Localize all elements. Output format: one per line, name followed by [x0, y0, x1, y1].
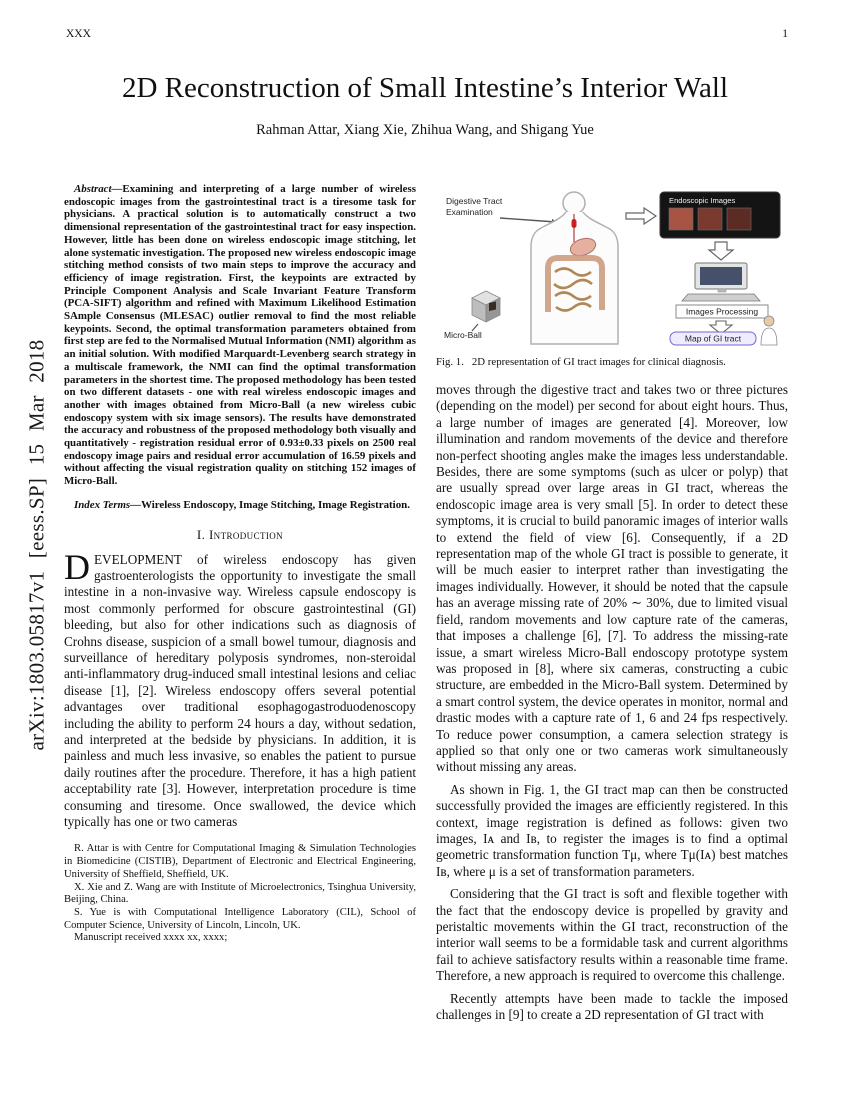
- images-processing-label: Images Processing: [685, 306, 759, 317]
- footnote: S. Yue is with Computational Intelligence Laboratory (CIL), School of Computer Science, University of Lincoln, Lincoln, UK.: [64, 907, 416, 931]
- author-footnotes: [64, 843, 416, 945]
- right-column: [436, 188, 788, 1029]
- figure-1-caption-text: 2D representation of GI tract images for clinical diagnosis.: [471, 356, 726, 368]
- arrow-down-icon: [709, 242, 733, 260]
- body-paragraph: As shown in Fig. 1, the GI tract map can then be constructed successfully provided the images are efficiently registered. In this context, image registration is defined as follows: given two images, Iᴀ and Iʙ, to register the images is to find a optimal geometric transformation function Tμ, where Tμ(Iᴀ) best matches Iʙ, where μ is a set of transformation parameters.: [436, 781, 788, 879]
- map-of-gi-tract-box: [670, 332, 756, 345]
- capsule-icon: [572, 219, 577, 228]
- paper-title: 2D Reconstruction of Small Intestine’s Interior Wall: [121, 72, 728, 104]
- index-terms-label: Index Terms—: [74, 498, 142, 511]
- figure-1-caption: [436, 356, 788, 368]
- abstract-label: Abstract—: [74, 183, 123, 195]
- images-processing-label-box: [676, 305, 768, 318]
- section-heading-introduction: I. Introduction: [196, 526, 284, 542]
- endoscopic-images-label: Endoscopic Images: [669, 196, 736, 205]
- drop-cap: D: [64, 546, 90, 587]
- endoscopy-thumbnail: [698, 208, 722, 230]
- abstract-paragraph: [64, 183, 416, 488]
- footnote: Manuscript received xxxx xx, xxxx;: [74, 932, 228, 944]
- human-body-outline: [531, 192, 618, 344]
- intro-paragraph: [64, 546, 416, 831]
- footnote: X. Xie and Z. Wang are with Institute of Microelectronics, Tsinghua University, Beijing, China.: [64, 881, 416, 906]
- index-terms-paragraph: [64, 499, 416, 512]
- endoscopy-thumbnail: [669, 208, 693, 230]
- footnote: R. Attar is with Centre for Computational Imaging & Simulation Technologies in Biomedicine (CISTIB), Department of Electronic and Electrical Engineering, University of Sheffield, Sheffield, UK.: [64, 843, 416, 880]
- map-of-gi-tract-label: Map of GI tract: [684, 333, 742, 344]
- running-head-left: XXX: [66, 28, 91, 40]
- endoscopy-thumbnail: [727, 208, 751, 230]
- digestive-tract-label: Digestive Tract: [446, 196, 503, 206]
- left-column: [64, 183, 416, 945]
- body-paragraph: Considering that the GI tract is soft and flexible together with the fact that the endoscopy device is propelled by gravity and peristaltic movements within the GI tract, reconstruction of the interior wall seems to be a formidable task and current algorithms fail to achieve satisfactory results within a reasonable time frame. Therefore, a new approach is required to overcome this challenge.: [436, 886, 788, 984]
- arrow-right-icon: [626, 208, 656, 224]
- figure-1-tag: Fig. 1.: [436, 356, 464, 368]
- running-header: [66, 28, 788, 40]
- body-paragraph: moves through the digestive tract and takes two or three pictures (depending on the model) per second for about eight hours. Thus, a large number of images are generated [4]. Moreover, low illumination and random movements of the device and therefore non-perfect shooting angles make the images less understandable. Besides, there are some symptoms (such as ulcer or polyp) that are usually spread over large areas in GI tract, whereas the endoscopic image area is very small [5]. In order to detect these symptoms, it is crucial to build panoramic images of interior walls to extend the field of view [6]. Consequently, if a 2D representation map of the whole GI tract is possible to generate, it will be much easier to interpret rather than investigating the images individually. However, it should be noted that the capsule has an average missing rate of 20% ∼ 30%, due to limited visual field, random movements and low capture rate of the cameras, that imposes a challenge [6], [7]. To address the missing-rate issue, a smart wireless Micro-Ball endoscopy prototype system was proposed in [8], where six cameras, constructing a cubic structure, are embedded in the Micro-Ball system. Determined by a smart control system, the device operates in monitor, normal and drastic modes with a capture rate of 1, 6 and 24 fps respectively. To reduce power consumption, a camera selection strategy is applied so that only one or two cameras work simultaneously without missing any areas.: [436, 382, 788, 775]
- intro-text: EVELOPMENT of wireless endoscopy has given gastroenterologists the opportunity to investigate the small intestine in a non-invasive way. Wireless capsule endoscopy is most commonly performed for obscure gastrointestinal (GI) bleeding, but also for other indications such as diagnosis of Crohns disease, suspicion of a small bowel tumour, diagnosis and surveillance of hereditary polyposis syndromes, non-steroidal anti-inflammatory drug-induced small intestinal lesions and celiac disease [1], [2]. Wireless endoscopy offers several potential advantages over traditional esophagogastroduodenoscopy including the ability to perform 24 hours a day, without sedation, and interpreted at the bedside by physicians. In addition, it is painless and much less invasive, so enables the patient to pursue daily routines after the procedure. Therefore, it has a high patient acceptability rate [3]. However, interpretation procedure is time consuming and tiresome. Once swallowed, the device which typically has one or two cameras: [64, 551, 416, 830]
- index-terms-text: Wireless Endoscopy, Image Stitching, Image Registration.: [141, 498, 410, 511]
- body-paragraph: Recently attempts have been made to tackle the imposed challenges in [9] to create a 2D representation of GI tract with: [436, 990, 788, 1023]
- micro-ball-icon: [472, 291, 500, 322]
- page-number: 1: [782, 28, 788, 40]
- arxiv-watermark: arXiv:1803.05817v1 [eess.SP] 15 Mar 2018: [24, 339, 49, 751]
- author-list: Rahman Attar, Xiang Xie, Zhihua Wang, and Shigang Yue: [256, 122, 594, 138]
- figure-1: [436, 188, 788, 368]
- figure-1-diagram: [442, 188, 782, 346]
- doctor-figure: [761, 316, 777, 345]
- micro-ball-label: Micro-Ball: [444, 330, 482, 340]
- endoscopic-images-box: [660, 192, 780, 238]
- abstract-text: Examining and interpreting of a large number of wireless endoscopic images from the gastrointestinal tract is a tiresome task for physicians. A practical solution is to automatically construct a two dimensional representation of the gastrointestinal tract for easy inspection. However, little has been done on wireless endoscopic image stitching, let alone systematic investigation. The proposed new wireless endoscopic image stitching method consists of two main steps to improve the accuracy and efficiency of image registration. First, the keypoints are extracted by Principle Component Analysis and Scale Invariant Feature Transform (PCA-SIFT) algorithm and refined with Maximum Likelihood Estimation SAmple Consensus (MLESAC) outlier removal to find the most reliable keypoints. Second, the optimal transformation parameters obtained from first step are fed to the Normalised Mutual Information (NMI) algorithm as an initial solution. With modified Marquardt-Levenberg search strategy in a multiscale framework, the NMI can find the optimal transformation parameters in the shortest time. The proposed methodology has been tested on two different datasets - one with real wireless endoscopic images and another with images obtained from Micro-Ball (a new wireless cubic endoscopy system with six image sensors). The results have demonstrated the accuracy and robustness of the proposed methodology both visually and quantitatively - registration residual error of 0.93±0.33 pixels on 2500 real endoscopy image pairs and residual error accumulation of 16.59 pixels and without affecting the visual registration quality on stitching 152 images of Micro-Ball.: [64, 183, 416, 488]
- computer-illustration: [682, 263, 760, 301]
- digestive-tract-label-2: Examination: [446, 207, 493, 217]
